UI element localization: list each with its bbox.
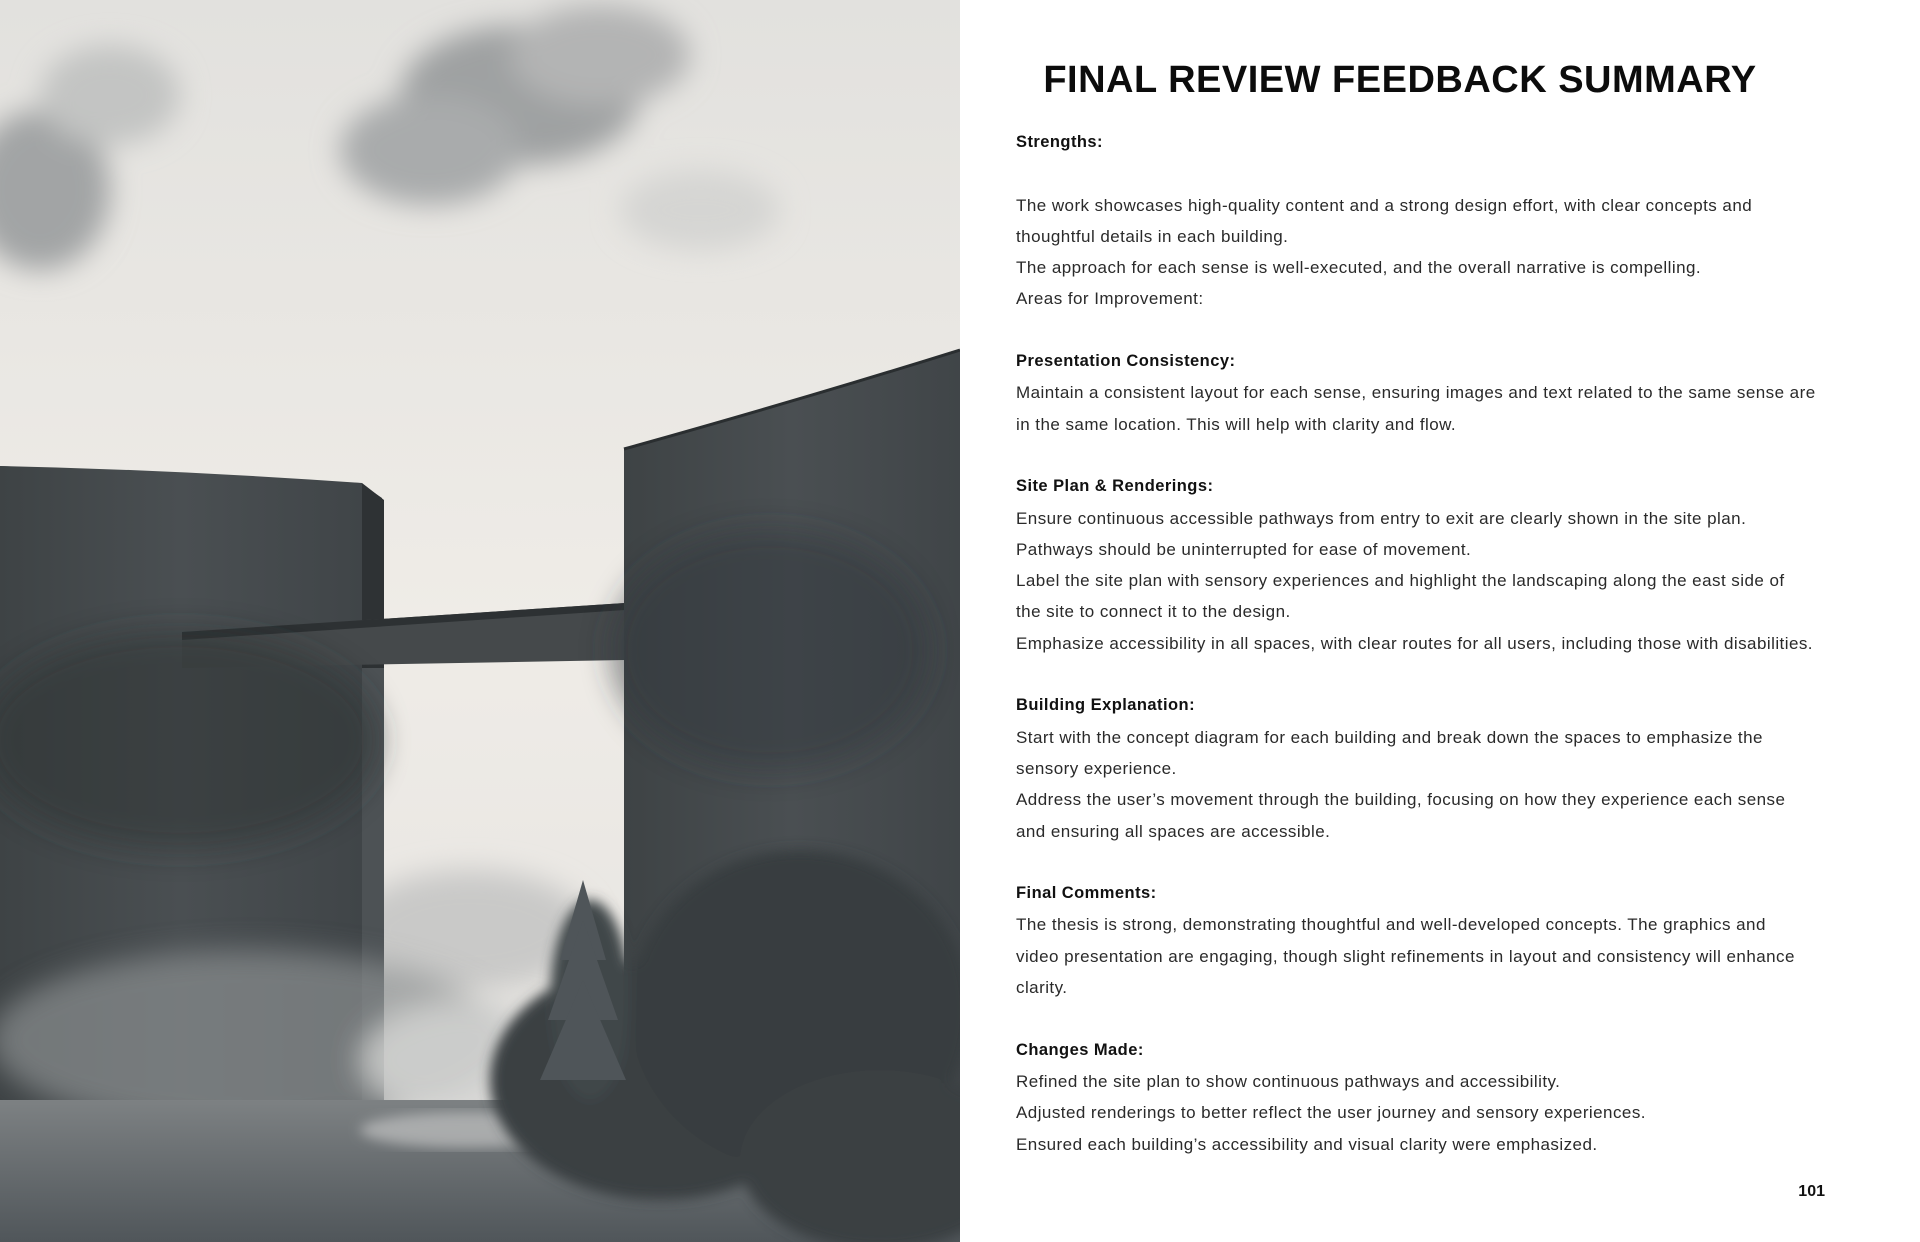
- paragraph-line: Start with the concept diagram for each building and break down the spaces to emphasize the: [1016, 727, 1763, 747]
- page-title: FINAL REVIEW FEEDBACK SUMMARY: [1043, 59, 1757, 101]
- paragraph-line: Pathways should be uninterrupted for ease of movement.: [1016, 539, 1472, 559]
- paragraph-line: in the same location. This will help with clarity and flow.: [1016, 414, 1457, 434]
- spacer: [1016, 315, 1836, 346]
- spacer: [1016, 1003, 1836, 1034]
- paragraph-line: the site to connect it to the design.: [1016, 602, 1291, 622]
- paragraph-line: and ensuring all spaces are accessible.: [1016, 821, 1331, 841]
- text-panel: [960, 0, 1920, 1242]
- paragraph-line: Areas for Improvement:: [1016, 289, 1204, 309]
- changes-made-heading: Changes Made:: [1016, 1040, 1144, 1059]
- paragraph-line: Ensure continuous accessible pathways from entry to exit are clearly shown in the site plan.: [1016, 508, 1747, 528]
- paragraph-line: Label the site plan with sensory experiences and highlight the landscaping along the east side of: [1016, 571, 1785, 591]
- paragraph-line: Adjusted renderings to better reflect the user journey and sensory experiences.: [1016, 1103, 1646, 1123]
- paragraph-line: The approach for each sense is well-executed, and the overall narrative is compelling.: [1016, 258, 1702, 278]
- paragraph-line: The thesis is strong, demonstrating thoughtful and well-developed concepts. The graphics and: [1016, 915, 1766, 935]
- paragraph-line: Maintain a consistent layout for each sense, ensuring images and text related to the same sense are: [1016, 383, 1816, 403]
- final-comments-heading: Final Comments:: [1016, 884, 1157, 903]
- paragraph-line: Emphasize accessibility in all spaces, with clear routes for all users, including those with disabilities.: [1016, 633, 1813, 653]
- page-number: 101: [1798, 1183, 1825, 1200]
- feedback-content: [1016, 127, 1836, 1160]
- spacer: [1016, 847, 1836, 878]
- building-explanation-heading: Building Explanation:: [1016, 696, 1196, 715]
- paragraph-line: Ensured each building’s accessibility and visual clarity were emphasized.: [1016, 1134, 1598, 1154]
- paragraph-line: video presentation are engaging, though slight refinements in layout and consistency will enhance: [1016, 946, 1795, 966]
- strengths-heading: Strengths:: [1016, 133, 1103, 151]
- paragraph-line: The work showcases high-quality content and a strong design effort, with clear concepts and: [1016, 195, 1753, 215]
- spacer: [1016, 158, 1836, 189]
- paragraph-line: clarity.: [1016, 978, 1068, 998]
- paragraph-line: Address the user’s movement through the building, focusing on how they experience each sense: [1016, 790, 1786, 810]
- paragraph-line: Refined the site plan to show continuous pathways and accessibility.: [1016, 1071, 1561, 1091]
- spacer: [1016, 659, 1836, 690]
- site-plan-heading: Site Plan & Renderings:: [1016, 477, 1214, 496]
- paragraph-line: thoughtful details in each building.: [1016, 226, 1289, 246]
- paragraph-line: sensory experience.: [1016, 758, 1177, 778]
- presentation-consistency-heading: Presentation Consistency:: [1016, 352, 1236, 371]
- spacer: [1016, 440, 1836, 471]
